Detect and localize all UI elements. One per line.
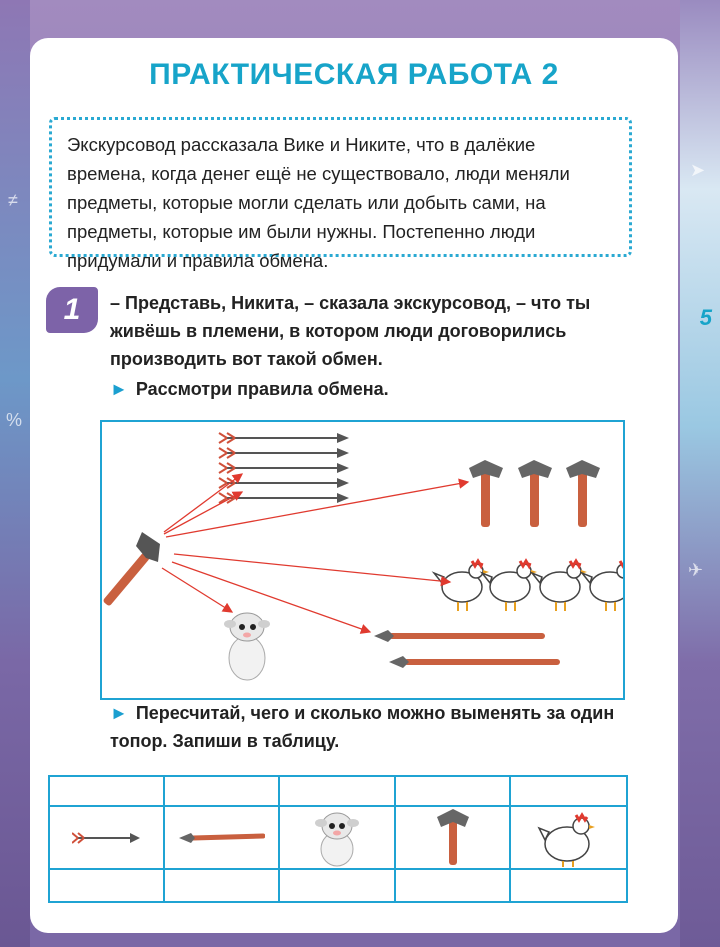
decor-percent-icon: % [6, 410, 23, 430]
table-header-cell [280, 777, 395, 807]
instruction-2-label: Пересчитай, чего и сколько можно выменять за один топор. Запиши в таблицу. [110, 703, 615, 751]
left-decor-strip [0, 0, 30, 947]
page-title: ПРАКТИЧЕСКАЯ РАБОТА 2 [149, 58, 559, 91]
decor-plane-icon: ✈ [688, 560, 704, 580]
exchange-table [48, 775, 628, 903]
table-header-cell [50, 777, 165, 807]
table-answer-cell-spear[interactable] [165, 870, 280, 901]
table-answer-cell-sheep[interactable] [280, 870, 395, 901]
sheep [224, 613, 270, 680]
spear-icon [179, 831, 265, 845]
axe-icon [432, 809, 472, 867]
table-answer-cell-axe[interactable] [396, 870, 511, 901]
table-icon-cell-sheep [280, 807, 395, 870]
table-header-cell [396, 777, 511, 807]
arrow-icon [72, 831, 142, 845]
table-header-cell [165, 777, 280, 807]
exchange-scheme-drawing [102, 422, 623, 698]
right-decor-strip [680, 0, 720, 947]
intro-box [49, 117, 632, 271]
chicken-icon [537, 808, 599, 868]
table-answer-cell-chicken[interactable] [511, 870, 626, 901]
table-icon-cell-axe [396, 807, 511, 870]
table-icon-cell-spear [165, 807, 280, 870]
page-number: 5 [699, 305, 712, 330]
intro-text: Экскурсовод рассказала Вике и Никите, что в далёкие времена, когда денег ещё не существовало, люди меняли предметы, которые могли сделать или добыть сами, на предметы, которые им были нужны. Постепенно люди придумали и правила обмена. [67, 134, 570, 271]
instruction-1-label: Рассмотри правила обмена. [135, 379, 389, 399]
task-text: – Представь, Никита, – сказала экскурсовод, – что ты живёшь в племени, в котором люди договорились производить вот такой обмен. [110, 293, 591, 369]
instruction-2 [110, 699, 655, 755]
main-axe [102, 532, 160, 607]
sheep-icon [315, 809, 359, 867]
decor-neq-icon: ≠ [8, 190, 18, 210]
table-answer-cell-arrow[interactable] [50, 870, 165, 901]
table-icon-cell-chicken [511, 807, 626, 870]
exchange-scheme [100, 420, 625, 700]
decor-cursor-icon: ➤ [690, 160, 706, 180]
spears-group [374, 630, 557, 668]
arrows-group [219, 433, 349, 503]
chickens-group [434, 561, 623, 611]
table-icon-cell-arrow [50, 807, 165, 870]
task-number-badge: 1 [46, 287, 98, 333]
axes-group [469, 460, 600, 527]
table-header-cell [511, 777, 626, 807]
bullet-triangle-icon: ► [110, 703, 128, 723]
instruction-1 [110, 375, 389, 403]
bullet-triangle-icon: ► [110, 379, 128, 399]
worksheet-page [30, 38, 678, 933]
